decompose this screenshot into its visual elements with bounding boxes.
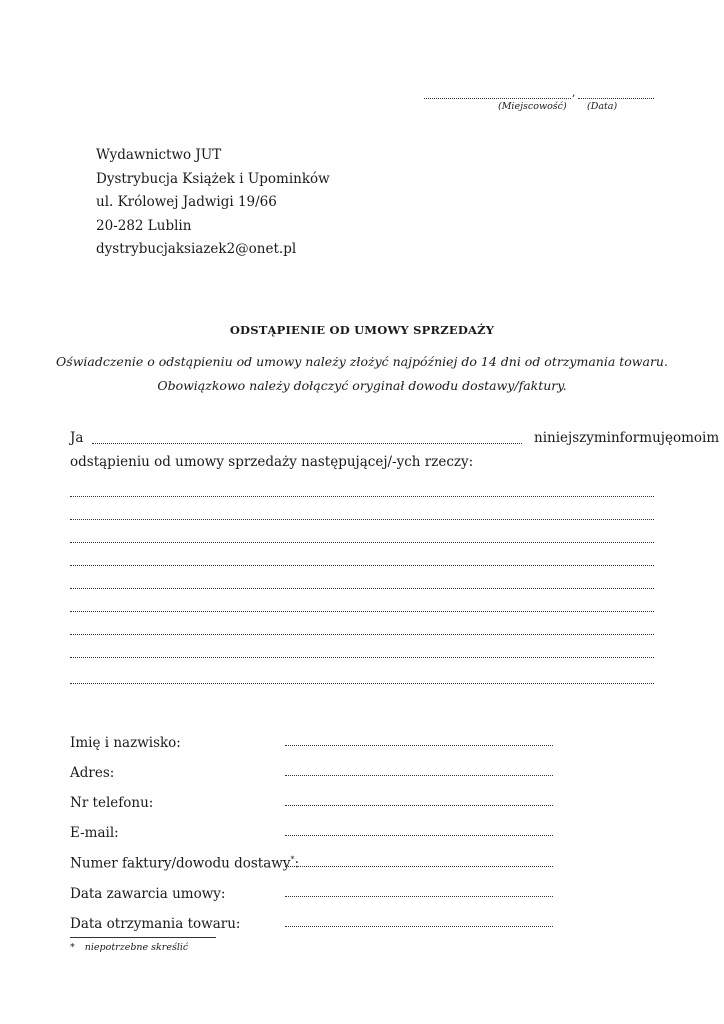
item-blank-line[interactable] xyxy=(70,601,654,612)
footnote-text: niepotrzebne skreślić xyxy=(84,942,189,953)
item-blank-line[interactable] xyxy=(70,532,654,543)
date-blank-line xyxy=(578,88,654,99)
address-line: 20-282 Lublin xyxy=(96,217,192,234)
invoice-label-colon: : xyxy=(294,855,300,872)
form-title: ODSTĄPIENIE OD UMOWY SPRZEDAŻY xyxy=(229,323,495,337)
place-date-separator: , xyxy=(572,86,576,99)
statement-words xyxy=(534,430,720,446)
statement-word: o xyxy=(672,430,682,446)
item-blank-line[interactable] xyxy=(70,509,654,520)
field-contract-date-blank[interactable] xyxy=(285,885,553,897)
footnote-rule xyxy=(70,937,216,938)
statement-word: moim xyxy=(681,430,720,446)
item-blank-line[interactable] xyxy=(70,647,654,658)
field-email-blank[interactable] xyxy=(285,824,553,836)
field-phone-blank[interactable] xyxy=(285,794,553,806)
form-note-deadline: Oświadczenie o odstąpieniu od umowy należy złożyć najpóźniej do 14 dni od otrzymania towaru. xyxy=(56,354,668,369)
field-label-delivery-date: Data otrzymania towaru: xyxy=(70,916,241,932)
place-date-block xyxy=(424,86,656,112)
recipient-address xyxy=(96,144,330,262)
form-note-attachment: Obowiązkowo należy dołączyć oryginał dowodu dostawy/faktury. xyxy=(157,378,567,393)
place-label: (Miejscowość) xyxy=(498,101,567,112)
field-name-blank[interactable] xyxy=(285,734,553,746)
item-blank-line[interactable] xyxy=(70,673,654,684)
name-blank-line[interactable] xyxy=(92,430,522,444)
item-blank-line[interactable] xyxy=(70,555,654,566)
field-label-invoice xyxy=(70,855,299,872)
field-address-blank[interactable] xyxy=(285,764,553,776)
statement-line-2: odstąpieniu od umowy sprzedaży następującej/-ych rzeczy: xyxy=(70,454,474,470)
address-line: Wydawnictwo JUT xyxy=(96,147,222,163)
field-delivery-date-blank[interactable] xyxy=(285,915,553,927)
field-invoice-blank[interactable] xyxy=(285,855,553,867)
date-label: (Data) xyxy=(587,101,618,112)
invoice-label-text: Numer faktury/dowodu dostawy xyxy=(70,855,291,872)
footnote-marker: * xyxy=(290,855,295,864)
field-label-email: E-mail: xyxy=(70,825,119,841)
address-email: dystrybucjaksiazek2@onet.pl xyxy=(96,241,297,257)
field-label-name: Imię i nazwisko: xyxy=(70,735,181,751)
field-label-address: Adres: xyxy=(70,765,115,781)
item-blank-line[interactable] xyxy=(70,486,654,497)
statement-start: Ja xyxy=(70,430,84,446)
statement-word: informuję xyxy=(606,430,673,446)
place-blank-line xyxy=(424,88,571,99)
address-line: ul. Królowej Jadwigi 19/66 xyxy=(96,194,277,210)
field-label-contract-date: Data zawarcia umowy: xyxy=(70,886,226,902)
address-line: Dystrybucja Książek i Upominków xyxy=(96,170,330,187)
footnote-star: * xyxy=(70,942,75,953)
field-label-phone: Nr telefonu: xyxy=(70,795,154,811)
item-blank-line[interactable] xyxy=(70,624,654,635)
item-blank-line[interactable] xyxy=(70,578,654,589)
statement-word: niniejszym xyxy=(534,430,607,446)
statement-line-1 xyxy=(70,430,720,450)
footnote xyxy=(70,942,188,953)
